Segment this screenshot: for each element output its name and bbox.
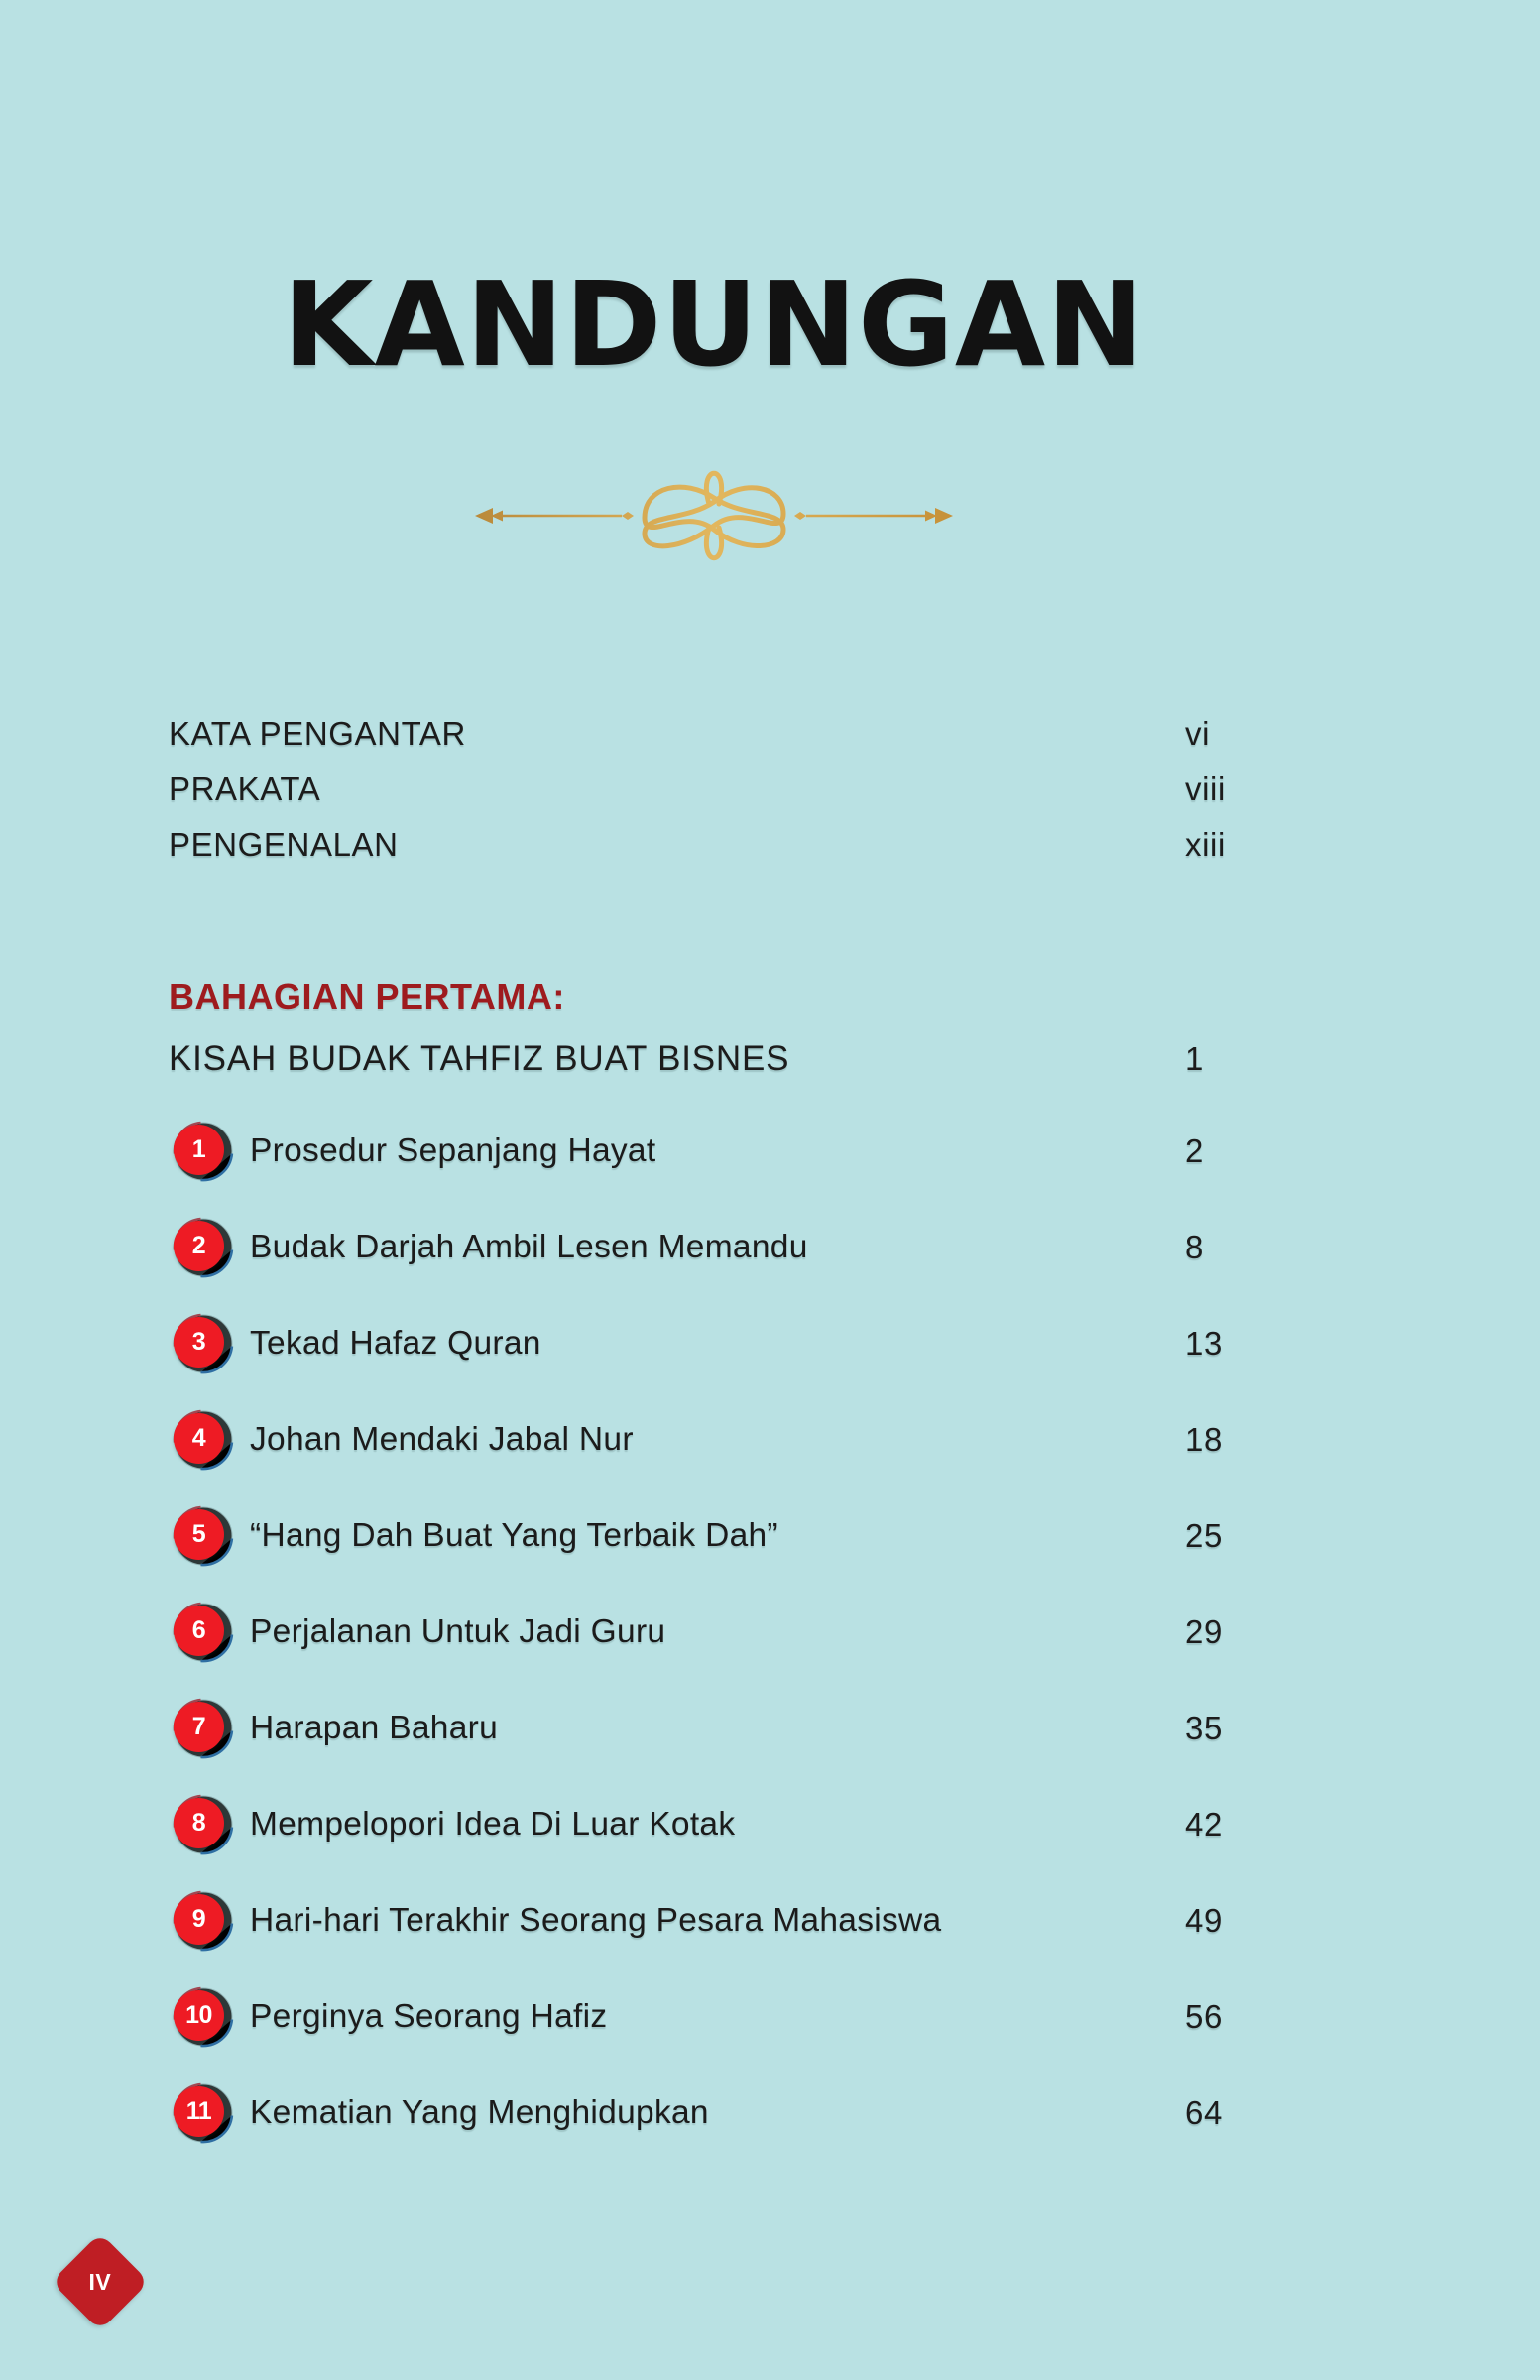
folio-diamond [52, 2233, 150, 2331]
chapter-title: Harapan Baharu [250, 1709, 499, 1746]
section-page: 1 [1185, 1040, 1204, 1077]
chapter-page: 49 [1185, 1901, 1223, 1939]
front-matter-page: vi [1185, 715, 1211, 752]
front-matter-label: PENGENALAN [169, 826, 399, 863]
content-area [169, 0, 1259, 2380]
chapter-page: 18 [1185, 1420, 1223, 1458]
front-matter-page: viii [1185, 771, 1226, 807]
chapter-badge-icon [169, 1311, 234, 1376]
chapter-number: 11 [185, 2096, 212, 2125]
chapter-badge-icon [169, 1696, 234, 1761]
chapter-row [169, 1488, 1259, 1584]
chapter-row [169, 1872, 1259, 1968]
page-title: KANDUNGAN [283, 256, 1145, 393]
chapter-number: 7 [191, 1712, 206, 1740]
front-matter-row [169, 706, 1259, 762]
front-matter-row [169, 762, 1259, 817]
chapter-page: 35 [1185, 1709, 1223, 1746]
chapter-title: Perjalanan Untuk Jadi Guru [250, 1612, 666, 1650]
chapter-page: 2 [1185, 1131, 1204, 1169]
chapter-number: 1 [191, 1134, 206, 1163]
chapter-row [169, 1776, 1259, 1872]
chapter-page: 29 [1185, 1612, 1223, 1650]
chapter-title: Budak Darjah Ambil Lesen Memandu [250, 1228, 808, 1265]
chapter-number: 4 [191, 1423, 206, 1452]
folio-label: IV [88, 2268, 112, 2295]
chapter-row [169, 1680, 1259, 1776]
chapter-page: 13 [1185, 1324, 1223, 1362]
section-title: KISAH BUDAK TAHFIZ BUAT BISNES [169, 1039, 790, 1078]
chapter-badge-icon [169, 1503, 234, 1569]
chapter-page: 25 [1185, 1516, 1223, 1554]
chapter-badge-icon [169, 1888, 234, 1954]
chapter-number: 2 [191, 1231, 206, 1259]
chapter-page: 42 [1185, 1805, 1223, 1843]
chapter-number: 5 [191, 1519, 206, 1548]
chapter-badge-icon [169, 1600, 234, 1665]
chapter-title: Prosedur Sepanjang Hayat [250, 1131, 656, 1169]
section-kicker: BAHAGIAN PERTAMA: [169, 976, 565, 1016]
chapter-row [169, 1391, 1259, 1488]
chapter-number: 8 [191, 1808, 206, 1837]
chapter-badge-icon [169, 1984, 234, 2050]
chapter-row [169, 1584, 1259, 1680]
chapter-badge-icon [169, 2081, 234, 2146]
flourish-divider-icon [471, 451, 957, 580]
chapter-page: 8 [1185, 1228, 1204, 1265]
section-header [169, 976, 1259, 1083]
chapter-title: Tekad Hafaz Quran [250, 1324, 541, 1362]
chapter-page: 56 [1185, 1997, 1223, 2035]
chapter-number: 3 [191, 1327, 206, 1356]
chapter-number: 6 [191, 1615, 206, 1644]
chapter-title: Johan Mendaki Jabal Nur [250, 1420, 634, 1458]
front-matter-label: PRAKATA [169, 771, 321, 807]
chapter-page: 64 [1185, 2093, 1223, 2131]
chapter-title: “Hang Dah Buat Yang Terbaik Dah” [250, 1516, 778, 1554]
chapter-row [169, 1968, 1259, 2065]
chapter-title: Mempelopori Idea Di Luar Kotak [250, 1805, 736, 1843]
chapter-row [169, 2065, 1259, 2161]
chapter-row [169, 1103, 1259, 1199]
chapter-row [169, 1199, 1259, 1295]
chapter-badge-icon [169, 1407, 234, 1473]
chapter-number: 9 [191, 1904, 206, 1933]
chapter-badge-icon [169, 1215, 234, 1280]
chapter-number: 10 [185, 2000, 212, 2029]
front-matter-row [169, 817, 1259, 873]
front-matter-page: xiii [1185, 826, 1226, 863]
section-title-row [169, 1035, 1259, 1083]
chapter-list [169, 1103, 1259, 2161]
chapter-title: Hari-hari Terakhir Seorang Pesara Mahasiswa [250, 1901, 942, 1939]
front-matter-label: KATA PENGANTAR [169, 715, 466, 752]
chapter-badge-icon [169, 1119, 234, 1184]
chapter-row [169, 1295, 1259, 1391]
chapter-title: Perginya Seorang Hafiz [250, 1997, 608, 2035]
front-matter-list [169, 706, 1259, 873]
chapter-title: Kematian Yang Menghidupkan [250, 2093, 709, 2131]
chapter-badge-icon [169, 1792, 234, 1857]
